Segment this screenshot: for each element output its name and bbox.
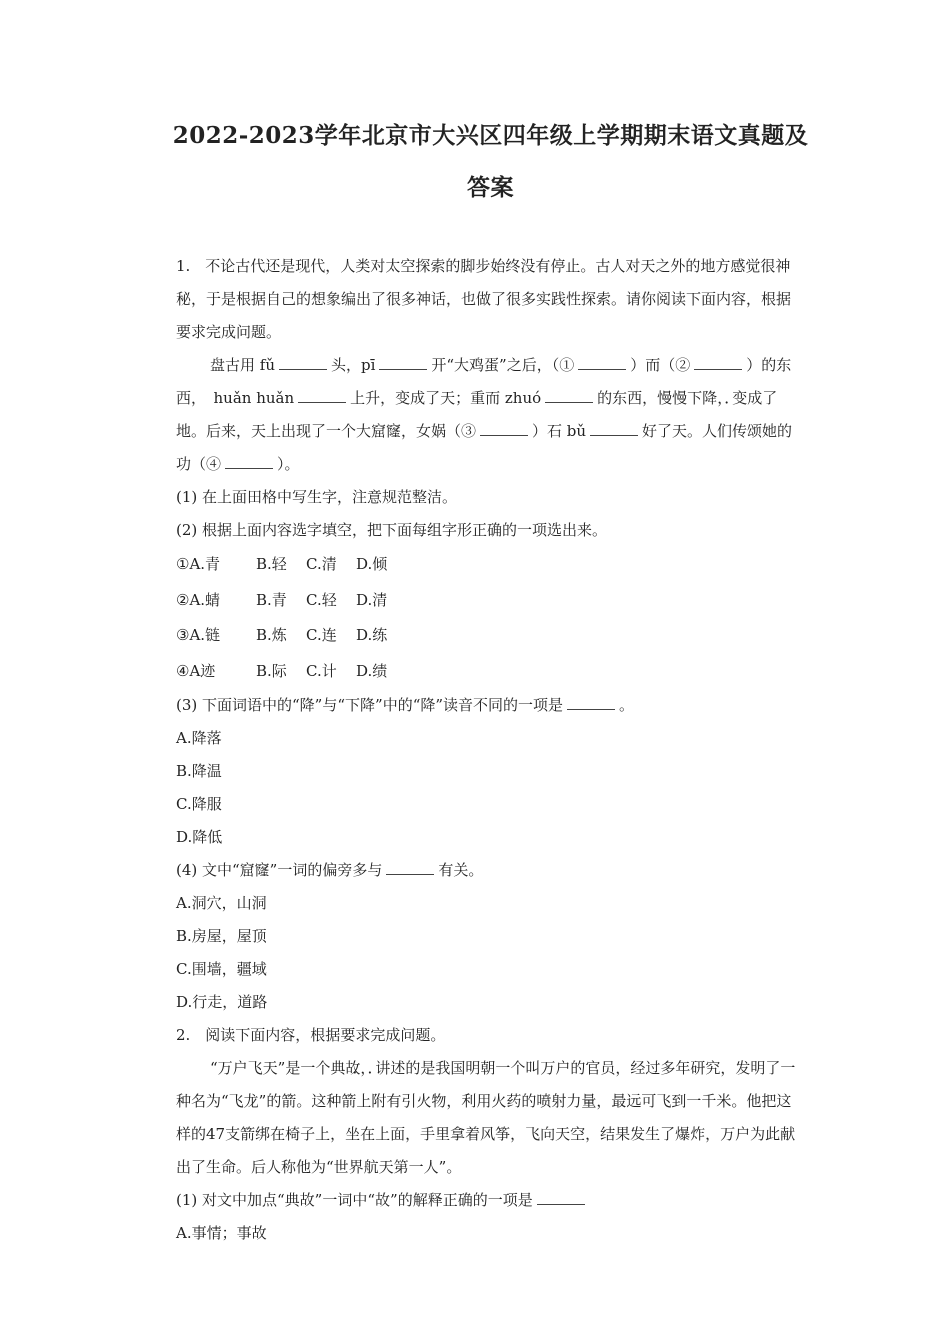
option[interactable]: B.青 xyxy=(256,590,287,609)
option[interactable]: C.连 xyxy=(306,626,337,644)
option[interactable]: B.炼 xyxy=(256,626,287,644)
q1-options xyxy=(176,547,805,689)
passage-text: ，变成了地。后来，天上出现了一个大窟窿，女娲（③ xyxy=(176,389,778,440)
choice-c[interactable]: C.围墙，疆域 xyxy=(176,960,267,978)
passage-text: “万户飞天”是一个 xyxy=(210,1059,331,1077)
q2-intro: 2. 阅读下面内容，根据要求完成问题。 xyxy=(176,1026,446,1044)
option[interactable]: D.清 xyxy=(356,590,388,609)
q1-sub3 xyxy=(176,689,805,722)
q1-sub4 xyxy=(176,854,805,887)
passage-text: 好了天。人们传颂她的功（④ xyxy=(176,422,793,473)
q1-sub1: (1) 在上面田格中写生字，注意规范整洁。 xyxy=(176,488,458,506)
option[interactable]: ②A.蜻 xyxy=(176,590,221,609)
passage-text: 的东西，慢慢下 xyxy=(597,389,703,407)
answer-blank[interactable] xyxy=(694,357,742,370)
passage-text: ）的东西， huǎn huǎn xyxy=(176,356,792,407)
answer-blank[interactable] xyxy=(298,390,346,403)
passage-text: ，讲述的是我国明朝一个叫万户的官员，经过多年研究，发明了一种名为“飞龙”的箭。这种箭上附有引火物，利用火药的喷射力量，最远可飞到一千米。他把这样的47支箭绑在椅子上，坐在上面，手里拿着风筝，飞向天空，结果发生了爆炸，万户为此献出了生命。后人称他为“世界航天第一人”。 xyxy=(176,1059,796,1176)
answer-blank[interactable] xyxy=(545,390,593,403)
passage-text: 开“大鸡蛋”之后，（① xyxy=(431,356,575,374)
passage-text: ）。 xyxy=(277,455,300,473)
passage-text: 头，pī xyxy=(330,356,376,374)
option[interactable]: D.倾 xyxy=(356,555,388,573)
question-text: 。 xyxy=(619,696,635,714)
question-text: (4) 文中“窟窿”一词的偏旁多与 xyxy=(176,861,383,879)
question-text: (1) 对文中加点“典故”一词中“故”的解释正确的一项是 xyxy=(176,1191,533,1209)
passage-text: ）石 bǔ xyxy=(532,422,587,440)
q2-passage xyxy=(176,1052,805,1184)
option[interactable]: D.练 xyxy=(356,626,388,644)
question-text: 有关。 xyxy=(438,861,484,879)
answer-blank[interactable] xyxy=(590,423,638,436)
q1-passage xyxy=(176,349,805,481)
option[interactable]: C.清 xyxy=(306,555,337,573)
q2-sub1 xyxy=(176,1184,805,1217)
option-row xyxy=(176,547,805,583)
option[interactable]: D.绩 xyxy=(356,661,388,680)
option[interactable]: C.计 xyxy=(306,661,337,680)
document-title xyxy=(146,110,835,214)
answer-blank[interactable] xyxy=(225,456,273,469)
choice-b[interactable]: B.房屋，屋顶 xyxy=(176,927,267,945)
q1-sub2: (2) 根据上面内容选字填空，把下面每组字形正确的一项选出来。 xyxy=(176,521,608,539)
question-text: (3) 下面词语中的“降”与“下降”中的“降”读音不同的一项是 xyxy=(176,696,564,714)
choice-a[interactable]: A.降落 xyxy=(176,729,222,747)
dotted-char: 降 xyxy=(702,389,718,407)
passage-text: ）而（② xyxy=(630,356,691,374)
dotted-char: 典 xyxy=(330,1059,346,1077)
title-spacer xyxy=(176,214,805,250)
answer-blank[interactable] xyxy=(386,862,434,875)
q1-intro: 1. 不论古代还是现代，人类对太空探索的脚步始终没有停止。古人对天之外的地方感觉很神秘，于是根据自己的想象编出了很多神话，也做了很多实践性探索。请你阅读下面内容，根据要求完成问题。 xyxy=(176,257,792,341)
answer-blank[interactable] xyxy=(480,423,528,436)
answer-blank[interactable] xyxy=(379,357,427,370)
answer-blank[interactable] xyxy=(537,1192,585,1205)
option-row xyxy=(176,583,805,619)
dotted-char: 故 xyxy=(345,1059,361,1077)
answer-blank[interactable] xyxy=(578,357,626,370)
option[interactable]: C.轻 xyxy=(306,590,337,609)
option[interactable]: B.轻 xyxy=(256,555,287,573)
answer-blank[interactable] xyxy=(279,357,327,370)
title-line-1: 2022-2023学年北京市大兴区四年级上学期期末语文真题及 xyxy=(172,122,809,149)
choice-d[interactable]: D.降低 xyxy=(176,828,223,846)
choice-b[interactable]: B.降温 xyxy=(176,762,222,780)
option-row xyxy=(176,654,805,690)
choice-a[interactable]: A.事情；事故 xyxy=(176,1224,267,1242)
option-row xyxy=(176,618,805,654)
answer-blank[interactable] xyxy=(567,697,615,710)
passage-text: 上升，变成了天；重而 zhuó xyxy=(350,389,542,407)
passage-text: 盘古用 fǔ xyxy=(210,356,275,374)
title-line-2: 答案 xyxy=(467,174,514,201)
choice-d[interactable]: D.行走，道路 xyxy=(176,993,268,1011)
option[interactable]: ③A.链 xyxy=(176,626,221,644)
option[interactable]: ④A迹 xyxy=(176,661,216,680)
option[interactable]: ①A.青 xyxy=(176,555,221,573)
choice-a[interactable]: A.洞穴，山洞 xyxy=(176,894,267,912)
choice-c[interactable]: C.降服 xyxy=(176,795,222,813)
option[interactable]: B.际 xyxy=(256,661,287,680)
